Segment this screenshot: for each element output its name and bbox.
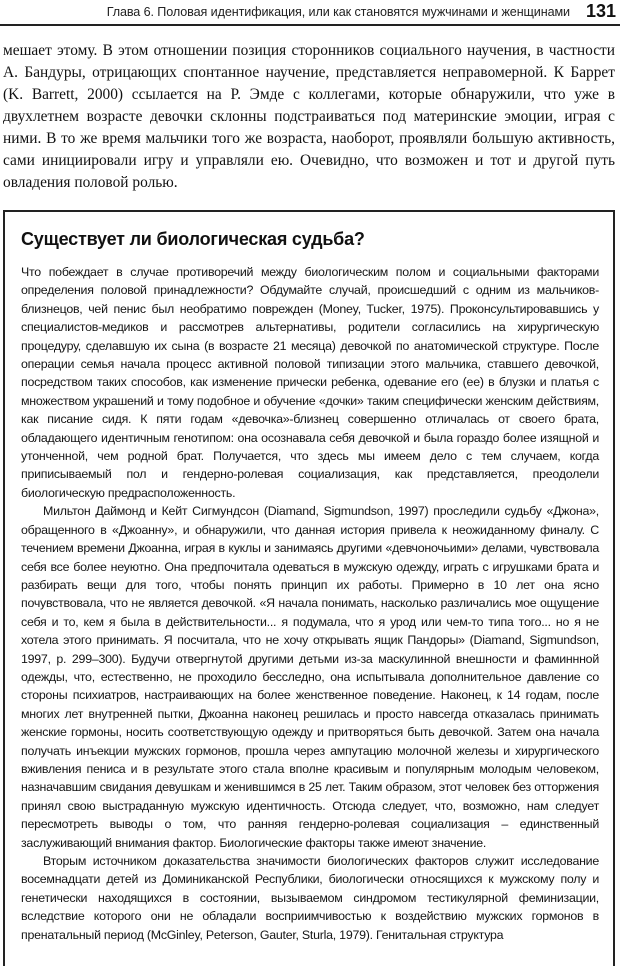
box-paragraph-2: Мильтон Даймонд и Кейт Сигмундсон (Diamand, Sigmundson, 1997) проследили судьбу «Джона», обращенного в «Джоанну», и обнаружили, что данная история привела к неожиданному финалу. С течением времени Джоанна, играя в куклы и занимаясь другими «девчоночьими» делами, чувствовала себя все более неуютно. Она предпочитала одеваться в мужскую одежду, играть с игрушками брата и разбирать вещи для того, чтобы понять принцип их работы. Примерно в 10 лет она ясно почувствовала, что не является девочкой. «Я начала понимать, насколько различались мое ощущение себя и то, кем я была в действительности... я подумала, что я урод или чем-то типа того... но я не хотела этого принимать. Я посчитала, что не хочу открывать ящик Пандоры» (Diamand, Sigmundson, 1997, p. 299–300). Будучи отвергнутой другими детьми из-за маскулинной внешности и фаминнной одежды, что, естественно, не проходило бесследно, она испытывала дополнительное давление со стороны психиатров, настраивающих на более женственное поведение. Наконец, к 14 годам, после многих лет внутренней пытки, Джоанна наконец решилась и просто навсегда отказалась принимать женские гормоны, носить соответствующую одежду и притворяться быть девочкой. Затем она начала получать инъекции мужских гормонов, прошла через ампутацию молочной железы и хирургического вживления пениса и в результате этого стала вполне красивым и популярным молодым человеком, назначавшим свидания девушкам и женившимся в 25 лет. Таким образом, этот человек без отторжения принял свою выстраданную мужскую идентичность. Отсюда следует, что, возможно, нам следует пересмотреть выводы о том, что ранняя гендерно-ролевая социализация – единственный заслуживающий внимания фактор. Биологические факторы также имеют значение. (21, 504, 599, 850)
page-number: 131 (585, 1, 616, 21)
page-header (0, 0, 620, 26)
box-paragraph-3: Вторым источником доказательства значимости биологических факторов служит исследование восемнадцати детей из Доминиканской Республики, биологически относящихся к мужскому полу и генетически находящихся в состоянии, вызываемом синдромом тестикулярной феминизации, вследствие которого они не обладали восприимчивостью к воздействию мужских гормонов в пренатальный период (McGinley, Peterson, Gauter, Sturla, 1979). Генитальная структура (21, 854, 599, 942)
sidebar-box (3, 210, 615, 966)
intro-paragraph: мешает этому. В этом отношении позиция сторонников социального научения, в частности А. Бандуры, отрицающих спонтанное научение, представляется неправомерной. К Баррет (K. Barrett, 2000) ссылается на Р. Эмде с коллегами, которые обнаружили, что уже в двухлетнем возрасте девочки склонны подстраиваться под материнские эмоции, играя с ними. В то же время мальчики того же возраста, наоборот, проявляли большую активность, сами инициировали игру и управляли ею. Очевидно, что возможен и тот и другой путь овладения половой ролью. (3, 42, 615, 191)
box-paragraph-1: Что побеждает в случае противоречий между биологическим полом и социальными факторами определения половой принадлежности? Обдумайте случай, происшедший с одним из мальчиков-близнецов, чей пенис был необратимо поврежден (Money, Tucker, 1975). Проконсультировавшись у специалистов-медиков и рассмотрев альтернативы, родители согласились на хирургическую процедуру, сделавшую их сына (в возрасте 21 месяца) девочкой по анатомической структуре. После операции семья начала процесс активной половой типизации этого мальчика, ставшего девочкой, посредством таких способов, как изменение прически ребенка, одевание его (ее) в блузки и платья с множеством украшений и тому подобное и обучение «дочки» таким специфически женским действиям, как писание сидя. К пяти годам «девочка»-близнец совершенно отличалась от своего брата, обладающего идентичным генотипом: она осознавала себя девочкой и была гораздо более изящной и утонченной, чем родной брат. Получается, что здесь мы имеем дело с тем случаем, когда приписываемый пол и гендерно-ролевая социализация, как представляется, преодолели биологическую предрасположенность. (21, 265, 599, 500)
running-head-chapter-title: Глава 6. Половая идентификация, или как становятся мужчинами и женщинами (106, 5, 570, 19)
box-title: Существует ли биологическая судьба? (21, 229, 365, 249)
